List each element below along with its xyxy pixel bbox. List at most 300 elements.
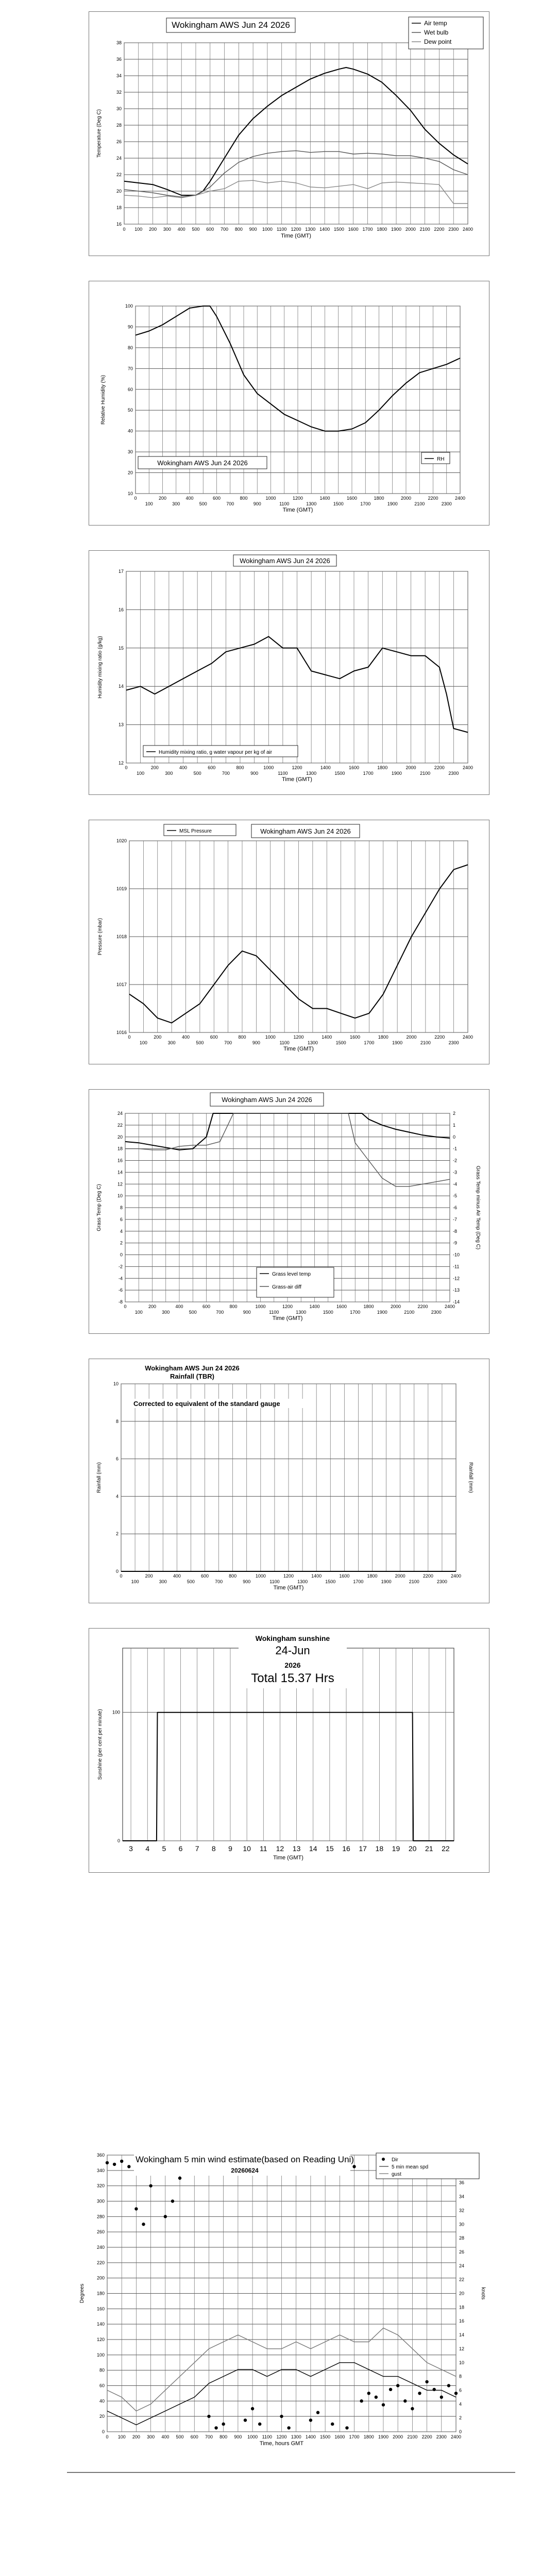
y2-tick-label: -9 xyxy=(453,1240,458,1246)
x-tick-label: 1700 xyxy=(349,2434,360,2439)
chart-subtitle: Rainfall (TBR) xyxy=(170,1372,214,1380)
y-tick-label: 280 xyxy=(96,2214,105,2219)
x-tick-label: 1900 xyxy=(381,1579,392,1584)
data-point xyxy=(214,2426,217,2429)
legend-entry: Humidity mixing ratio, g water vapour per kg of air xyxy=(159,750,273,755)
x-tick-label: 1400 xyxy=(322,1035,332,1040)
x-tick-label: 300 xyxy=(163,227,171,232)
y-tick-label: 24 xyxy=(116,156,122,161)
y2-tick-label: 14 xyxy=(459,2332,465,2338)
x-tick-label: 2200 xyxy=(434,227,445,232)
data-point xyxy=(164,2215,167,2218)
x-tick-label: 700 xyxy=(216,1310,224,1315)
y2-tick-label: 8 xyxy=(459,2374,462,2379)
x-tick-label: 2300 xyxy=(448,771,459,776)
x-tick-label: 400 xyxy=(173,1573,181,1579)
x-tick-label: 700 xyxy=(221,227,229,232)
x-tick-label: 15 xyxy=(326,1844,334,1853)
data-point xyxy=(134,2207,138,2210)
x-tick-label: 2200 xyxy=(422,1573,433,1579)
x-tick-label: 1700 xyxy=(350,1310,361,1315)
x-tick-label: 600 xyxy=(208,765,216,770)
y-tick-label: 28 xyxy=(116,123,122,128)
y2-tick-label: -12 xyxy=(453,1276,460,1281)
x-tick-label: 500 xyxy=(189,1310,197,1315)
legend-entry: Air temp xyxy=(424,20,447,27)
y-tick-label: 30 xyxy=(116,106,122,111)
x-tick-label: 2300 xyxy=(436,1579,447,1584)
x-tick-label: 1500 xyxy=(335,1040,346,1045)
y-tick-label: 16 xyxy=(116,222,122,227)
x-tick-label: 14 xyxy=(309,1844,317,1853)
x-tick-label: 1200 xyxy=(283,1573,294,1579)
y-tick-label: 100 xyxy=(112,1709,120,1715)
x-tick-label: 0 xyxy=(120,1573,123,1579)
wind-chart xyxy=(72,2151,495,2465)
x-tick-label: 1600 xyxy=(336,1304,347,1309)
y-tick-label: 15 xyxy=(118,645,124,651)
x-tick-label: 1000 xyxy=(255,1573,266,1579)
y-axis-title: Rainfall (mm) xyxy=(96,1462,102,1493)
x-axis-title: Time, hours GMT xyxy=(259,2441,304,2447)
y2-tick-label: 16 xyxy=(459,2318,465,2324)
y-tick-label: -2 xyxy=(118,1264,123,1269)
y-tick-label: 14 xyxy=(117,1170,123,1175)
x-axis-title: Time (GMT) xyxy=(283,1046,314,1052)
x-tick-label: 2000 xyxy=(405,227,416,232)
x-tick-label: 11 xyxy=(260,1844,267,1853)
data-point xyxy=(120,2160,123,2163)
y-tick-label: 16 xyxy=(118,607,124,613)
x-tick-label: 100 xyxy=(134,1310,143,1315)
x-tick-label: 200 xyxy=(148,1304,157,1309)
legend-entry: Grass-air diff xyxy=(272,1284,302,1290)
y2-tick-label: 24 xyxy=(459,2263,465,2268)
y2-tick-label: 12 xyxy=(459,2346,465,2351)
sunshine-chart xyxy=(89,1629,490,1873)
y2-tick-label: 32 xyxy=(459,2208,465,2213)
x-tick-label: 200 xyxy=(158,496,167,501)
y-tick-label: 1020 xyxy=(116,838,127,843)
legend-entry: 5 min mean spd xyxy=(392,2164,429,2170)
y-tick-label: 70 xyxy=(127,366,133,371)
x-tick-label: 500 xyxy=(176,2434,184,2439)
x-tick-label: 600 xyxy=(202,1304,211,1309)
x-tick-label: 1500 xyxy=(323,1310,333,1315)
x-tick-label: 1700 xyxy=(362,227,373,232)
x-tick-label: 1800 xyxy=(363,2434,374,2439)
y2-tick-label: 2 xyxy=(453,1111,456,1116)
x-tick-label: 3 xyxy=(129,1844,133,1853)
x-tick-label: 10 xyxy=(243,1844,251,1853)
y-tick-label: 34 xyxy=(116,73,122,78)
y-tick-label: 26 xyxy=(116,139,122,144)
y-axis-title: Sunshine (per cent per minute) xyxy=(97,1709,103,1780)
y-tick-label: 2 xyxy=(120,1240,123,1246)
x-tick-label: 1200 xyxy=(282,1304,293,1309)
y-tick-label: -6 xyxy=(118,1287,123,1293)
x-tick-label: 1400 xyxy=(319,227,330,232)
y-tick-label: 1017 xyxy=(116,982,127,987)
x-axis-title: Time (GMT) xyxy=(273,1855,303,1861)
x-tick-label: 2200 xyxy=(417,1304,428,1309)
x-tick-label: 500 xyxy=(187,1579,195,1584)
chart-title: Wokingham sunshine xyxy=(255,1634,330,1642)
y2-tick-label: -14 xyxy=(453,1299,460,1304)
mixing-ratio-chart xyxy=(89,551,490,795)
x-tick-label: 900 xyxy=(250,771,259,776)
y-tick-label: 0 xyxy=(117,1838,120,1843)
x-tick-label: 1000 xyxy=(255,1304,266,1309)
x-tick-label: 1000 xyxy=(262,227,273,232)
y-axis-title: Relative Humidity (%) xyxy=(100,375,106,425)
x-tick-label: 1500 xyxy=(325,1579,336,1584)
x-axis-title: Time (GMT) xyxy=(273,1585,304,1591)
y-tick-label: 60 xyxy=(127,386,133,392)
x-tick-label: 200 xyxy=(150,765,159,770)
y2-tick-label: 10 xyxy=(459,2360,465,2365)
x-tick-label: 20 xyxy=(408,1844,417,1853)
x-tick-label: 16 xyxy=(342,1844,350,1853)
x-tick-label: 200 xyxy=(145,1573,153,1579)
x-tick-label: 800 xyxy=(229,1304,238,1309)
y-tick-label: 6 xyxy=(120,1216,123,1222)
x-tick-label: 100 xyxy=(117,2434,126,2439)
x-tick-label: 900 xyxy=(243,1310,251,1315)
x-tick-label: 800 xyxy=(240,496,248,501)
x-tick-label: 600 xyxy=(206,227,214,232)
y-tick-label: 22 xyxy=(116,172,122,177)
data-point xyxy=(309,2418,312,2421)
x-tick-label: 2200 xyxy=(434,765,445,770)
x-tick-label: 2300 xyxy=(441,501,452,506)
y-tick-label: 32 xyxy=(116,90,122,95)
grass-temp-chart-panel xyxy=(89,1089,489,1334)
data-point xyxy=(222,2422,225,2426)
x-tick-label: 2400 xyxy=(462,1035,474,1040)
x-tick-label: 300 xyxy=(167,1040,176,1045)
legend-entry: Grass level temp xyxy=(272,1272,311,1277)
x-tick-label: 1400 xyxy=(319,496,330,501)
x-tick-label: 8 xyxy=(211,1844,216,1853)
x-tick-label: 0 xyxy=(125,765,128,770)
data-point xyxy=(403,2399,407,2402)
x-tick-label: 1300 xyxy=(297,1579,308,1584)
data-point xyxy=(447,2384,450,2387)
x-axis-title: Time (GMT) xyxy=(281,233,311,239)
legend-entry: Dew point xyxy=(424,38,452,45)
y2-tick-label: 22 xyxy=(459,2277,465,2282)
y-tick-label: 160 xyxy=(96,2306,105,2312)
y-tick-label: 38 xyxy=(116,40,122,45)
x-tick-label: 800 xyxy=(234,227,243,232)
x-tick-label: 5 xyxy=(162,1844,166,1853)
x-tick-label: 700 xyxy=(226,501,234,506)
x-tick-label: 2400 xyxy=(450,2434,462,2439)
data-point xyxy=(287,2426,290,2429)
x-tick-label: 900 xyxy=(243,1579,251,1584)
x-tick-label: 1200 xyxy=(293,1035,304,1040)
y-tick-label: 120 xyxy=(96,2337,105,2342)
y2-axis-title: Grass Temp minus Air Temp (Deg C) xyxy=(475,1165,481,1250)
x-tick-label: 2100 xyxy=(407,2434,418,2439)
date-label: 24-Jun xyxy=(275,1644,310,1657)
data-point xyxy=(367,2392,370,2395)
x-tick-label: 9 xyxy=(228,1844,232,1853)
y-tick-label: 300 xyxy=(96,2198,105,2204)
x-tick-label: 0 xyxy=(134,496,137,501)
x-tick-label: 19 xyxy=(392,1844,400,1853)
x-tick-label: 1900 xyxy=(391,227,402,232)
humidity-chart-panel xyxy=(89,281,489,526)
x-tick-label: 1900 xyxy=(391,771,402,776)
y-tick-label: 14 xyxy=(118,684,124,689)
x-tick-label: 1100 xyxy=(269,1310,279,1315)
y-axis-title: Pressure (mbar) xyxy=(97,918,103,956)
x-tick-label: 2200 xyxy=(421,2434,432,2439)
legend-entry: MSL Pressure xyxy=(179,828,212,834)
legend-entry: Dir xyxy=(392,2157,398,2163)
x-tick-label: 2000 xyxy=(406,1035,417,1040)
y-tick-label: 13 xyxy=(118,722,124,727)
y2-tick-label: 26 xyxy=(459,2249,465,2255)
y-tick-label: 10 xyxy=(113,1381,119,1386)
y-tick-label: 40 xyxy=(99,2398,105,2404)
x-tick-label: 12 xyxy=(276,1844,284,1853)
chart-title: Wokingham AWS Jun 24 2026 xyxy=(240,557,330,565)
x-tick-label: 1300 xyxy=(307,1040,318,1045)
x-tick-label: 2300 xyxy=(436,2434,447,2439)
x-tick-label: 1500 xyxy=(320,2434,331,2439)
x-tick-label: 18 xyxy=(375,1844,384,1853)
x-axis-title: Time (GMT) xyxy=(272,1315,303,1321)
x-tick-label: 100 xyxy=(139,1040,147,1045)
x-tick-label: 1700 xyxy=(364,1040,375,1045)
data-point xyxy=(440,2396,443,2399)
x-tick-label: 1400 xyxy=(309,1304,320,1309)
data-point xyxy=(207,2415,210,2418)
x-tick-label: 1000 xyxy=(263,765,274,770)
wind-chart-panel xyxy=(72,2151,495,2465)
x-tick-label: 2400 xyxy=(450,1573,462,1579)
x-tick-label: 600 xyxy=(210,1035,218,1040)
x-tick-label: 300 xyxy=(159,1579,167,1584)
x-tick-label: 2100 xyxy=(409,1579,419,1584)
x-tick-label: 2400 xyxy=(444,1304,455,1309)
y-axis-title: Temperature (Deg C) xyxy=(96,109,102,158)
x-tick-label: 1200 xyxy=(276,2434,287,2439)
y-tick-label: 20 xyxy=(99,2414,105,2419)
x-tick-label: 1100 xyxy=(279,1040,290,1045)
year-label: 2026 xyxy=(284,1661,301,1669)
x-tick-label: 0 xyxy=(123,227,126,232)
data-point xyxy=(396,2384,399,2387)
y-tick-label: 60 xyxy=(99,2383,105,2388)
y-tick-label: 12 xyxy=(118,760,124,766)
y-tick-label: 50 xyxy=(127,408,133,413)
x-tick-label: 1600 xyxy=(334,2434,345,2439)
x-tick-label: 200 xyxy=(132,2434,140,2439)
y2-tick-label: -1 xyxy=(453,1146,458,1151)
x-tick-label: 1600 xyxy=(346,496,358,501)
x-tick-label: 300 xyxy=(165,771,173,776)
data-point xyxy=(280,2415,283,2418)
x-tick-label: 0 xyxy=(106,2434,109,2439)
x-tick-label: 400 xyxy=(161,2434,170,2439)
data-point xyxy=(345,2426,348,2429)
x-tick-label: 1200 xyxy=(292,765,302,770)
x-axis-title: Time (GMT) xyxy=(282,776,312,783)
x-tick-label: 1100 xyxy=(269,1579,280,1584)
data-point xyxy=(432,2388,435,2391)
legend-marker xyxy=(382,2158,385,2161)
data-point xyxy=(375,2396,378,2399)
x-tick-label: 300 xyxy=(147,2434,155,2439)
y2-tick-label: -10 xyxy=(453,1252,460,1258)
x-tick-label: 2000 xyxy=(393,2434,403,2439)
y2-tick-label: 36 xyxy=(459,2180,465,2185)
y-tick-label: 2 xyxy=(115,1531,119,1537)
y-tick-label: 340 xyxy=(96,2167,105,2173)
y-tick-label: 18 xyxy=(116,205,122,210)
temperature-chart xyxy=(89,12,490,257)
y-tick-label: 20 xyxy=(116,189,122,194)
chart-subtitle: 20260624 xyxy=(231,2167,259,2174)
x-tick-label: 1400 xyxy=(311,1573,322,1579)
y-axis-title: Grass Temp (Deg C) xyxy=(96,1184,102,1231)
data-point xyxy=(418,2392,421,2395)
y-tick-label: 0 xyxy=(102,2429,105,2434)
x-tick-label: 1000 xyxy=(247,2434,258,2439)
y2-tick-label: -7 xyxy=(453,1216,458,1222)
y2-tick-label: -6 xyxy=(453,1205,458,1210)
data-point xyxy=(142,2223,145,2226)
x-tick-label: 1200 xyxy=(291,227,301,232)
x-tick-label: 1800 xyxy=(374,496,384,501)
y2-tick-label: 20 xyxy=(459,2291,465,2296)
x-tick-label: 700 xyxy=(222,771,230,776)
y-tick-label: 4 xyxy=(120,1228,123,1234)
x-tick-label: 1800 xyxy=(378,1035,388,1040)
y2-tick-label: -11 xyxy=(453,1264,460,1269)
x-tick-label: 100 xyxy=(145,501,153,506)
x-tick-label: 800 xyxy=(219,2434,228,2439)
y-tick-label: 360 xyxy=(96,2153,105,2158)
y-tick-label: 8 xyxy=(115,1418,119,1424)
pressure-chart xyxy=(89,820,490,1065)
x-tick-label: 600 xyxy=(212,496,221,501)
data-point xyxy=(360,2399,363,2402)
y-tick-label: 10 xyxy=(117,1193,123,1199)
chart-title: Wokingham 5 min wind estimate(based on Reading Uni) xyxy=(136,2155,354,2164)
x-tick-label: 1500 xyxy=(333,227,344,232)
chart-title: Wokingham AWS Jun 24 2026 xyxy=(157,459,248,467)
y2-tick-label: 34 xyxy=(459,2194,465,2199)
x-tick-label: 1100 xyxy=(277,227,287,232)
x-tick-label: 600 xyxy=(190,2434,198,2439)
y-tick-label: 240 xyxy=(96,2245,105,2250)
y-tick-label: 320 xyxy=(96,2183,105,2189)
data-point xyxy=(258,2422,261,2426)
x-tick-label: 1700 xyxy=(353,1579,364,1584)
data-point xyxy=(106,2161,109,2164)
data-point xyxy=(352,2165,356,2168)
x-tick-label: 1300 xyxy=(296,1310,307,1315)
data-point xyxy=(244,2418,247,2421)
x-tick-label: 1300 xyxy=(305,227,316,232)
y-tick-label: 1018 xyxy=(116,934,127,939)
x-tick-label: 300 xyxy=(162,1310,170,1315)
y-tick-label: 12 xyxy=(117,1181,123,1187)
x-tick-label: 2000 xyxy=(400,496,412,501)
y-tick-label: 10 xyxy=(127,491,133,496)
x-tick-label: 900 xyxy=(252,1040,260,1045)
x-tick-label: 500 xyxy=(193,771,201,776)
rainfall-chart-panel xyxy=(89,1359,489,1603)
x-tick-label: 1300 xyxy=(306,771,317,776)
x-tick-label: 500 xyxy=(192,227,200,232)
temperature-chart-panel xyxy=(89,11,489,256)
x-tick-label: 700 xyxy=(215,1579,223,1584)
data-point xyxy=(382,2403,385,2406)
data-point xyxy=(331,2422,334,2426)
x-tick-label: 1600 xyxy=(348,765,360,770)
x-tick-label: 100 xyxy=(134,227,143,232)
data-point xyxy=(113,2163,116,2166)
y-tick-label: 22 xyxy=(117,1122,123,1128)
y2-tick-label: -4 xyxy=(453,1181,458,1187)
y-tick-label: 18 xyxy=(117,1146,123,1151)
data-point xyxy=(127,2165,130,2168)
annotation-text: Corrected to equivalent of the standard gauge xyxy=(133,1400,280,1408)
x-tick-label: 400 xyxy=(179,765,188,770)
data-point xyxy=(389,2388,392,2391)
y2-tick-label: 0 xyxy=(453,1134,456,1140)
data-point xyxy=(178,2177,181,2180)
y2-tick-label: -2 xyxy=(453,1158,458,1163)
x-tick-label: 1800 xyxy=(377,227,387,232)
y-tick-label: 30 xyxy=(127,449,133,455)
y-tick-label: 90 xyxy=(127,324,133,330)
x-tick-label: 2100 xyxy=(419,227,430,232)
x-tick-label: 1300 xyxy=(306,501,317,506)
y-tick-label: 40 xyxy=(127,428,133,434)
y-tick-label: 24 xyxy=(117,1111,123,1116)
x-tick-label: 500 xyxy=(196,1040,204,1045)
x-tick-label: 13 xyxy=(292,1844,301,1853)
x-tick-label: 2000 xyxy=(390,1304,401,1309)
x-tick-label: 21 xyxy=(425,1844,433,1853)
x-tick-label: 1900 xyxy=(387,501,398,506)
x-tick-label: 1100 xyxy=(262,2434,272,2439)
x-tick-label: 1300 xyxy=(291,2434,301,2439)
x-tick-label: 2100 xyxy=(404,1310,415,1315)
x-tick-label: 1900 xyxy=(392,1040,403,1045)
y-tick-label: 36 xyxy=(116,57,122,62)
x-tick-label: 800 xyxy=(236,765,244,770)
x-tick-label: 1800 xyxy=(363,1304,374,1309)
x-tick-label: 200 xyxy=(149,227,157,232)
y-tick-label: 200 xyxy=(96,2275,105,2281)
y-tick-label: 17 xyxy=(118,569,124,574)
rainfall-chart xyxy=(89,1359,490,1604)
x-tick-label: 500 xyxy=(199,501,207,506)
y-tick-label: 140 xyxy=(96,2321,105,2327)
x-tick-label: 1800 xyxy=(377,765,388,770)
legend-entry: Wet bulb xyxy=(424,29,449,36)
data-point xyxy=(171,2199,174,2202)
x-tick-label: 600 xyxy=(200,1573,209,1579)
